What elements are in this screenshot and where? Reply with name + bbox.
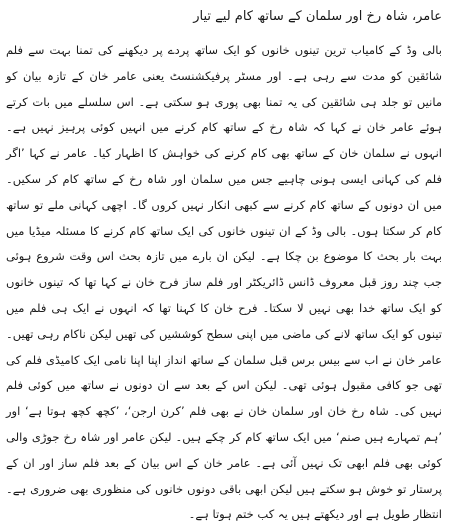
article — [6, 6, 442, 528]
article-body-paragraph: بالی وڈ کے کامیاب ترین تینوں خانوں کو ایک ساتھ پردے پر دیکھنے کی تمنا بہت سے فلم شائقین کو مدت سے رہی ہے۔ اور مسٹر پرفیکشنسٹ یعنی عامر خان کے تازہ بیان کو مانیں تو جلد ہی شائقین کی یہ تمنا بھی پوری ہو سکتی ہے۔ اس سلسلے میں بات کرتے ہوئے عامر خان نے کہا کہ شاہ رخ کے ساتھ کام کرنے میں انہیں کوئی پرہیز نہیں ہے۔ انہوں نے سلمان خان کے ساتھ بھی کام کرنے کی خواہش کا اظہار کیا۔ عامر نے کہا ’اگر فلم کی کہانی ایسی ہونی چاہیے جس میں سلمان اور شاہ رخ کے ساتھ کام کر سکیں۔ میں ان دونوں کے ساتھ کام کرنے سے کبھی انکار نہیں کروں گا۔ اچھی کہانی ملے تو ساتھ کام کر سکتا ہوں۔ بالی وڈ کے ان تینوں خانوں کی ایک ساتھ کام کرنے کا مسئلہ میڈیا میں بہت بار بحث کا موضوع بن چکا ہے۔ لیکن ان بارے میں تازہ بحث اس وقت شروع ہوئی جب چند روز قبل معروف ڈانس ڈائریکٹر اور فلم ساز فرح خان نے کہا تھا کہ تینوں خانوں کو ایک ساتھ خدا بھی نہیں لا سکتا۔ فرح خان کا کہنا تھا کہ انہوں نے ایک ہی فلم میں تینوں کو ایک ساتھ لانے کی ماضی میں اپنی سطح کوششیں کی تھیں لیکن ناکام رہی تھیں۔ عامر خان نے اب سے بیس برس قبل سلمان کے ساتھ انداز اپنا اپنا نامی ایک کامیڈی فلم کی تھی جو کافی مقبول ہوئی تھی۔ لیکن اس کے بعد سے ان دونوں نے ساتھ میں کوئی فلم نہیں کی۔ شاہ رخ خان اور سلمان خان نے بھی فلم ’کرن ارجن‘، ’کچھ کچھ ہوتا ہے‘ اور ’ہم تمہارے ہیں صنم‘ میں ایک ساتھ کام کر چکے ہیں۔ لیکن عامر اور شاہ رخ جوڑی والی کوئی بھی فلم ابھی تک نہیں آئی ہے۔ عامر خان کے اس بیان کے بعد فلم ساز اور ان کے پرستار تو خوش ہو سکتے ہیں لیکن ابھی باقی دونوں خانوں کی منظوری بھی ضروری ہے۔ انتظار طویل ہے اور دیکھتے ہیں یہ کب ختم ہوتا ہے۔ — [6, 43, 442, 522]
article-headline: عامر، شاہ رخ اور سلمان کے ساتھ کام لیے تیار — [193, 9, 442, 24]
